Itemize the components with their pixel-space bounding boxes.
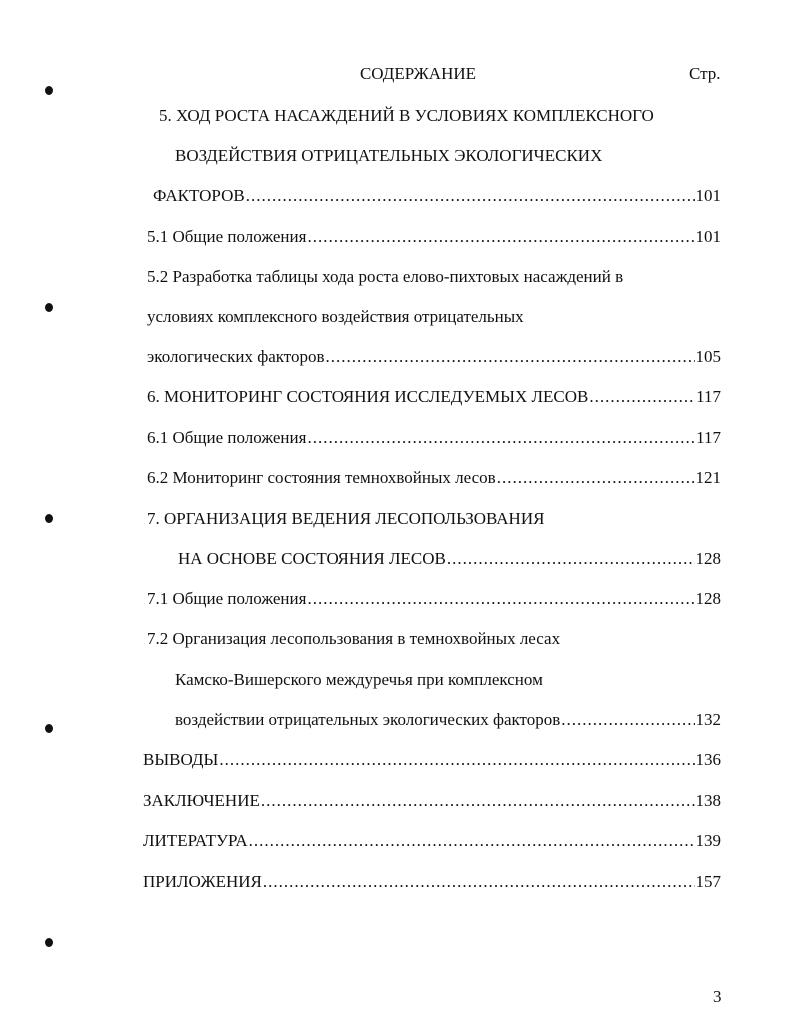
toc-entry-page: 117 (696, 387, 721, 406)
toc-entry-line: 5.2 Разработка таблицы хода роста елово-пихтовых насаждений в (147, 267, 624, 286)
binding-dot (45, 724, 53, 733)
toc-entry-title: НА ОСНОВЕ СОСТОЯНИЯ ЛЕСОВ (178, 549, 446, 568)
toc-entry (143, 829, 721, 853)
toc-leader-dots (263, 870, 695, 894)
toc-entry (147, 385, 721, 409)
toc-entry-title: ЗАКЛЮЧЕНИЕ (143, 791, 260, 810)
toc-entry-line: условиях комплексного воздействия отрицательных (147, 307, 524, 326)
toc-entry (175, 708, 721, 732)
toc-entry-title: ЛИТЕРАТУРА (143, 831, 248, 850)
toc-entry-line: 7.2 Организация лесопользования в темнохвойных лесах (147, 629, 561, 648)
toc-entry-page: 157 (695, 872, 721, 891)
toc-entry-page: 136 (695, 750, 721, 769)
toc-entry (147, 426, 721, 450)
toc-entry-page: 139 (695, 831, 721, 850)
toc-leader-dots (307, 426, 695, 450)
toc-entry-page: 121 (695, 468, 721, 487)
toc-heading-line: ВОЗДЕЙСТВИЯ ОТРИЦАТЕЛЬНЫХ ЭКОЛОГИЧЕСКИХ (175, 146, 603, 165)
toc-leader-dots (326, 345, 695, 369)
toc-entry-title: ВЫВОДЫ (143, 750, 219, 769)
page-number: 3 (713, 987, 722, 1006)
toc-entry-title: 6. МОНИТОРИНГ СОСТОЯНИЯ ИССЛЕДУЕМЫХ ЛЕСОВ (147, 387, 589, 406)
toc-entry-page: 101 (695, 186, 721, 205)
page-title: СОДЕРЖАНИЕ (359, 64, 477, 83)
toc-entry-line: Камско-Вишерского междуречья при комплексном (175, 670, 543, 689)
toc-entry (143, 748, 721, 772)
toc-leader-dots (497, 466, 695, 490)
toc-entry (147, 345, 721, 369)
toc-entry (147, 587, 721, 611)
toc-entry-page: 132 (695, 710, 721, 729)
toc-entry (147, 466, 721, 490)
toc-leader-dots (447, 547, 695, 571)
toc-leader-dots (246, 184, 695, 208)
toc-entry (147, 225, 721, 249)
toc-entry (153, 184, 721, 208)
page-column-label: Стр. (689, 64, 721, 83)
binding-dot (45, 514, 53, 523)
toc-entry-title: воздействии отрицательных экологических факторов (175, 710, 561, 729)
toc-entry-title: 5.1 Общие положения (147, 227, 307, 246)
toc-leader-dots (589, 385, 695, 409)
toc-entry-page: 101 (695, 227, 721, 246)
toc-entry-page: 138 (695, 791, 721, 810)
toc-leader-dots (261, 789, 695, 813)
toc-leader-dots (307, 587, 694, 611)
toc-heading-line: 5. ХОД РОСТА НАСАЖДЕНИЙ В УСЛОВИЯХ КОМПЛЕКСНОГО (159, 106, 654, 125)
binding-dot (45, 303, 53, 312)
toc-entry-title: ФАКТОРОВ (153, 186, 245, 205)
toc-leader-dots (219, 748, 694, 772)
toc-entry (178, 547, 721, 571)
toc-entry-page: 128 (695, 589, 721, 608)
binding-dot (45, 86, 53, 95)
toc-entry (143, 789, 721, 813)
toc-entry-title: ПРИЛОЖЕНИЯ (143, 872, 262, 891)
toc-entry (143, 870, 721, 894)
toc-entry-page: 128 (695, 549, 721, 568)
toc-leader-dots (307, 225, 694, 249)
toc-entry-title: 7.1 Общие положения (147, 589, 307, 608)
toc-entry-page: 105 (695, 347, 721, 366)
toc-entry-title: 6.2 Мониторинг состояния темнохвойных лесов (147, 468, 496, 487)
toc-entry-page: 117 (696, 428, 721, 447)
toc-entry-title: экологических факторов (147, 347, 325, 366)
toc-leader-dots (249, 829, 695, 853)
toc-heading-line: 7. ОРГАНИЗАЦИЯ ВЕДЕНИЯ ЛЕСОПОЛЬЗОВАНИЯ (147, 509, 545, 528)
toc-entry-title: 6.1 Общие положения (147, 428, 307, 447)
binding-dot (45, 938, 53, 947)
toc-leader-dots (561, 708, 694, 732)
